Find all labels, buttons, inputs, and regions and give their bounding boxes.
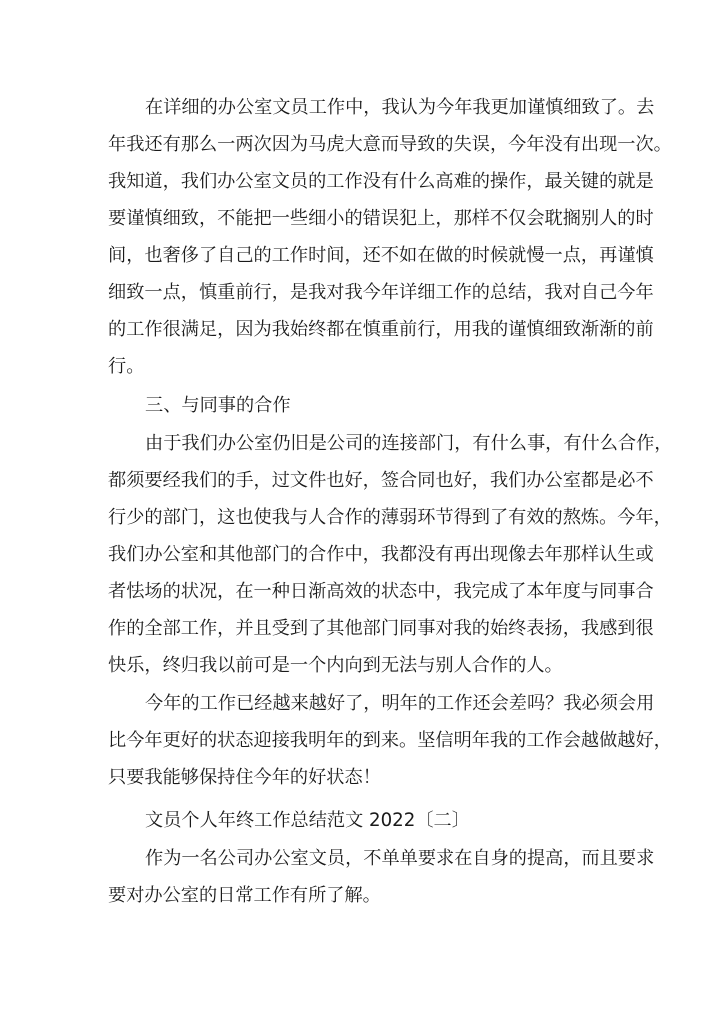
- paragraph-line: 者怯场的状况，在一种日渐高效的状态中，我完成了本年度与同事合: [108, 581, 654, 602]
- paragraph-line: 在详细的办公室文员工作中，我认为今年我更加谨慎细致了。去: [145, 97, 655, 118]
- paragraph-line: 行。: [108, 356, 145, 377]
- paragraph-line: 快乐，终归我以前可是一个内向到无法与别人合作的人。: [108, 655, 563, 676]
- paragraph-line: 作的全部工作，并且受到了其他部门同事对我的始终表扬，我感到很: [108, 618, 654, 639]
- paragraph-line: 细致一点，慎重前行，是我对我今年详细工作的总结，我对自己今年: [108, 282, 654, 303]
- paragraph-line: 今年的工作已经越来越好了，明年的工作还会差吗？我必须会用: [145, 693, 655, 714]
- paragraph-line: 我知道，我们办公室文员的工作没有什么高难的操作，最关键的就是: [108, 171, 654, 192]
- paragraph-line: 都须要经我们的手，过文件也好，签合同也好，我们办公室都是必不: [108, 470, 654, 491]
- paragraph-line: 只要我能够保持住今年的好状态！: [108, 767, 381, 788]
- paragraph-line: 间，也奢侈了自己的工作时间，还不如在做的时候就慢一点，再谨慎: [108, 245, 654, 266]
- paragraph-line: 行少的部门，这也使我与人合作的薄弱环节得到了有效的熬炼。今年，: [108, 507, 672, 528]
- paragraph-line: 由于我们办公室仍旧是公司的连接部门，有什么事，有什么合作，: [145, 433, 673, 454]
- paragraph-line: 作为一名公司办公室文员，不单单要求在自身的提高，而且要求: [145, 848, 655, 869]
- paragraph-line: 年我还有那么一两次因为马虎大意而导致的失误，今年没有出现一次。: [108, 134, 672, 155]
- section-heading: 三、与同事的合作: [145, 395, 291, 416]
- paragraph-line: 要对办公室的日常工作有所了解。: [108, 885, 381, 906]
- section-title: 文员个人年终工作总结范文 2022〔二〕: [145, 810, 470, 831]
- paragraph-line: 比今年更好的状态迎接我明年的到来。坚信明年我的工作会越做越好，: [108, 730, 672, 751]
- paragraph-line: 要谨慎细致，不能把一些细小的错误犯上，那样不仅会耽搁别人的时: [108, 208, 654, 229]
- paragraph-line: 的工作很满足，因为我始终都在慎重前行，用我的谨慎细致渐渐的前: [108, 319, 654, 340]
- paragraph-line: 我们办公室和其他部门的合作中，我都没有再出现像去年那样认生或: [108, 544, 654, 565]
